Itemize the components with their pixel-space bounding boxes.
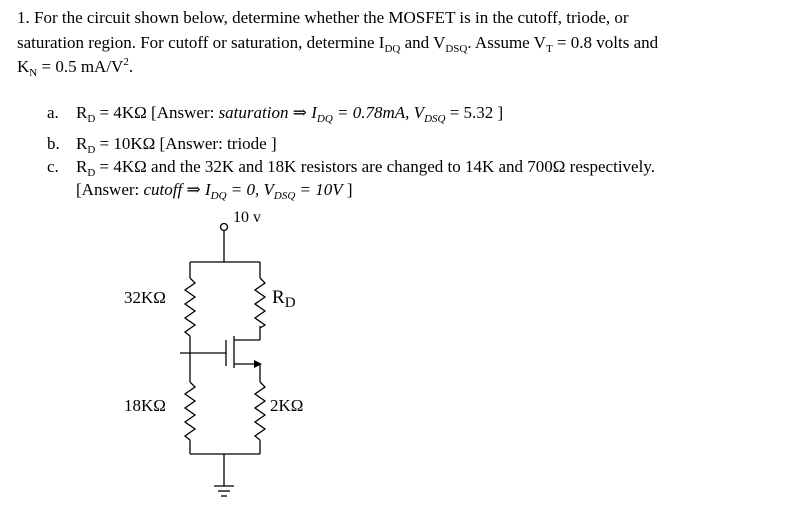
rd-label-sub: D bbox=[284, 295, 296, 311]
squared-superscript: 2 bbox=[123, 56, 129, 68]
resistor-32k-label: 32KΩ bbox=[124, 288, 166, 307]
rd-label bbox=[272, 287, 296, 311]
part-c-rd-subscript: D bbox=[87, 167, 96, 179]
vdsq-subscript: DSQ bbox=[445, 43, 468, 55]
part-a-given: R bbox=[76, 103, 88, 122]
problem-text-3b: = 0.5 mA/V bbox=[37, 57, 124, 76]
part-c-answer-open: [Answer: bbox=[76, 180, 144, 199]
part-c-i-subscript: DQ bbox=[210, 190, 227, 202]
part-a-v-value: = 5.32 bbox=[445, 103, 494, 122]
part-c-given-value: = 4KΩ and the 32K and 18K resistors are changed to 14K and 700Ω respectively. bbox=[95, 157, 655, 176]
part-c-given: R bbox=[76, 157, 88, 176]
part-a-marker: a. bbox=[47, 103, 59, 122]
problem-text-2a: saturation region. For cutoff or saturation, determine I bbox=[17, 33, 385, 52]
part-c-v-value: = 10V bbox=[295, 180, 343, 199]
part-a-v-subscript: DSQ bbox=[424, 113, 446, 125]
part-a-rd-subscript: D bbox=[87, 113, 96, 125]
part-c-i-symbol: I bbox=[204, 180, 211, 199]
problem-text-1: 1. For the circuit shown below, determine whether the MOSFET is in the cutoff, triode, or bbox=[17, 8, 629, 27]
part-a-i-subscript: DQ bbox=[316, 113, 333, 125]
vt-subscript: T bbox=[545, 43, 553, 55]
resistor-18k-label: 18KΩ bbox=[124, 396, 166, 415]
part-a-close: ] bbox=[493, 103, 504, 122]
problem-text-2b: and V bbox=[400, 33, 446, 52]
supply-terminal bbox=[221, 224, 228, 231]
kn-subscript: N bbox=[29, 67, 38, 79]
part-c-close: ] bbox=[342, 180, 353, 199]
problem-text-2d: = 0.8 volts and bbox=[552, 33, 659, 52]
resistor-2k bbox=[255, 382, 265, 440]
rd-label-r: R bbox=[272, 287, 285, 308]
part-b-marker: b. bbox=[47, 134, 60, 153]
supply-label: 10 v bbox=[233, 209, 261, 226]
part-b-rd-subscript: D bbox=[87, 144, 96, 156]
resistor-18k bbox=[185, 382, 195, 440]
part-a-arrow: ⇒ bbox=[288, 103, 312, 122]
problem-text-2c: . Assume V bbox=[467, 33, 546, 52]
part-c-i-value: = 0, V bbox=[226, 180, 274, 199]
part-a-given-value: = 4KΩ [Answer: bbox=[95, 103, 219, 122]
part-c-v-subscript: DSQ bbox=[273, 190, 296, 202]
part-a-i-value: = 0.78mA, V bbox=[332, 103, 425, 122]
problem-text-3c: . bbox=[128, 57, 134, 76]
idq-subscript: DQ bbox=[384, 43, 401, 55]
resistor-32k bbox=[185, 278, 195, 336]
part-c-arrow: ⇒ bbox=[182, 180, 205, 199]
source-arrow bbox=[254, 360, 262, 368]
part-c-answer-word: cutoff bbox=[143, 180, 183, 199]
part-a-i-symbol: I bbox=[311, 103, 317, 122]
problem-text-3a: K bbox=[17, 57, 30, 76]
resistor-2k-label: 2KΩ bbox=[270, 396, 304, 415]
part-c-marker: c. bbox=[47, 157, 59, 176]
part-b-given-value: = 10KΩ [Answer: triode ] bbox=[95, 134, 277, 153]
resistor-rd bbox=[255, 278, 265, 328]
part-b-given: R bbox=[76, 134, 88, 153]
part-a-answer-word: saturation bbox=[218, 103, 289, 122]
